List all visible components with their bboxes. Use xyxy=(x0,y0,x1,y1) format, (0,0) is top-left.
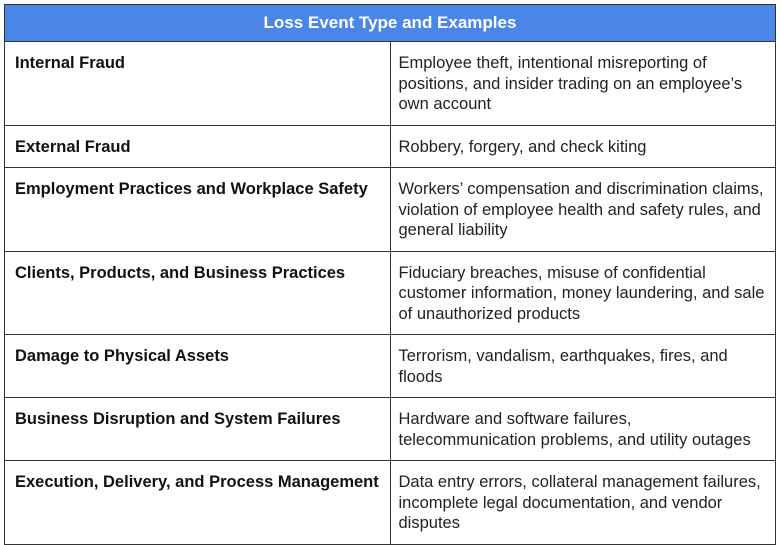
table-row xyxy=(5,461,776,545)
table-row xyxy=(5,251,776,335)
loss-event-table-container xyxy=(4,4,776,545)
loss-event-type-cell: Execution, Delivery, and Process Management xyxy=(5,461,391,545)
table-header-row xyxy=(5,5,776,42)
loss-event-type-cell: Clients, Products, and Business Practices xyxy=(5,251,391,335)
loss-event-type-cell: Business Disruption and System Failures xyxy=(5,398,391,461)
loss-event-type-cell: External Fraud xyxy=(5,125,391,168)
loss-event-type-cell: Internal Fraud xyxy=(5,42,391,126)
table-row xyxy=(5,335,776,398)
table-row xyxy=(5,398,776,461)
examples-cell: Data entry errors, collateral management failures, incomplete legal documentation, and vendor disputes xyxy=(390,461,776,545)
table-row xyxy=(5,125,776,168)
examples-cell: Workers’ compensation and discrimination claims, violation of employee health and safety rules, and general liability xyxy=(390,168,776,252)
table-row xyxy=(5,42,776,126)
examples-cell: Robbery, forgery, and check kiting xyxy=(390,125,776,168)
examples-cell: Terrorism, vandalism, earthquakes, fires, and floods xyxy=(390,335,776,398)
loss-event-table xyxy=(4,4,776,545)
loss-event-type-cell: Employment Practices and Workplace Safety xyxy=(5,168,391,252)
examples-cell: Hardware and software failures, telecommunication problems, and utility outages xyxy=(390,398,776,461)
table-row xyxy=(5,168,776,252)
examples-cell: Fiduciary breaches, misuse of confidential customer information, money laundering, and sale of unauthorized products xyxy=(390,251,776,335)
table-header: Loss Event Type and Examples xyxy=(5,5,776,42)
loss-event-type-cell: Damage to Physical Assets xyxy=(5,335,391,398)
examples-cell: Employee theft, intentional misreporting of positions, and insider trading on an employee’s own account xyxy=(390,42,776,126)
